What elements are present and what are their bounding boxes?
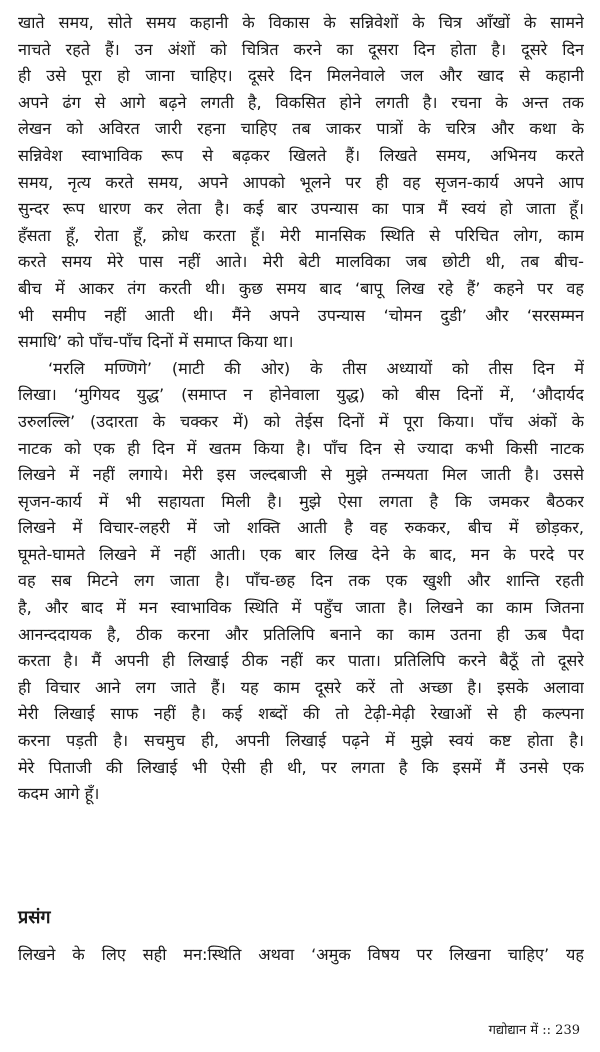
text-line: उरुलल्लि’ (उदारता के चक्कर में) को तेईस दिनों में पूरा किया। पाँच अंकों के bbox=[18, 411, 584, 431]
text-line: सृजन-कार्य में भी सहायता मिली है। मुझे ऐसा लगता है कि जमकर बैठकर bbox=[18, 491, 584, 511]
text-line: लिखने में विचार-लहरी में जो शक्ति आती है वह रुककर, बीच में छोड़कर, bbox=[18, 518, 584, 538]
text-line: बीच में आकर तंग करती थी। कुछ समय बाद ‘बापू लिख रहे हैं’ कहने पर वह bbox=[18, 278, 584, 298]
text-line: लेखन को अविरत जारी रहना चाहिए तब जाकर पात्रों के चरित्र और कथा के bbox=[18, 119, 584, 139]
text-line: अपने ढंग से आगे बढ़ने लगती है, विकसित होने लगती है। रचना के अन्त तक bbox=[18, 92, 584, 112]
closing-line: लिखने के लिए सही मन:स्थिति अथवा ‘अमुक विषय पर लिखना चाहिए’ यह bbox=[18, 945, 584, 964]
page-body bbox=[18, 10, 584, 808]
text-line: नाटक को एक ही दिन में खतम किया है। पाँच दिन से ज्यादा कभी किसी नाटक bbox=[18, 438, 584, 458]
text-line: करते समय मेरे पास नहीं आते। मेरी बेटी मालविका जब छोटी थी, तब बीच- bbox=[18, 252, 584, 272]
paragraph-1 bbox=[18, 10, 584, 356]
text-line: मेरे पिताजी की लिखाई भी ऐसी ही थी, पर लगता है कि इसमें मैं उनसे एक bbox=[18, 757, 584, 777]
page-footer: गद्योद्यान में :: 239 bbox=[488, 1023, 580, 1038]
text-line: वह सब मिटने लग जाता है। पाँच-छह दिन तक एक खुशी और शान्ति रहती bbox=[18, 571, 584, 591]
text-line: ही विचार आने लग जाते हैं। यह काम दूसरे करें तो अच्छा है। इसके अलावा bbox=[18, 677, 584, 697]
section-heading: प्रसंग bbox=[18, 907, 51, 928]
text-line: मेरी लिखाई साफ नहीं है। कई शब्दों की तो टेढ़ी-मेढ़ी रेखाओं से ही कल्पना bbox=[18, 704, 584, 724]
text-line: लिखा। ‘मुगियद युद्ध’ (समाप्त न होनेवाला युद्ध) को बीस दिनों में, ‘औदार्यद bbox=[18, 385, 584, 405]
text-line: समाधि’ को पाँच-पाँच दिनों में समाप्त किया था। bbox=[18, 332, 294, 352]
text-line: समय, नृत्य करते समय, अपने आपको भूलने पर ही वह सृजन-कार्य अपने आप bbox=[18, 172, 584, 192]
text-line: है, और बाद में मन स्वाभाविक स्थिति में पहुँच जाता है। लिखने का काम जितना bbox=[18, 598, 584, 618]
text-line: सन्निवेश स्वाभाविक रूप से बढ़कर खिलते हैं। लिखते समय, अभिनय करते bbox=[18, 145, 584, 165]
text-line: कदम आगे हूँ। bbox=[18, 784, 100, 804]
text-line: करना पड़ती है। सचमुच ही, अपनी लिखाई पढ़ने में मुझे स्वयं कष्ट होता है। bbox=[18, 731, 584, 751]
text-line: सुन्दर रूप धारण कर लेता है। कई बार उपन्यास का पात्र मैं स्वयं हो जाता हूँ। bbox=[18, 199, 584, 219]
paragraph-2 bbox=[18, 356, 584, 808]
text-line: हँसता हूँ, रोता हूँ, क्रोध करता हूँ। मेरी मानसिक स्थिति से परिचित लोग, काम bbox=[18, 225, 584, 245]
text-line: आनन्ददायक है, ठीक करना और प्रतिलिपि बनाने का काम उतना ही ऊब पैदा bbox=[18, 624, 584, 644]
text-line: ही उसे पूरा हो जाना चाहिए। दूसरे दिन मिलनेवाले जल और खाद से कहानी bbox=[18, 66, 584, 86]
text-line: करता है। मैं अपनी ही लिखाई ठीक नहीं कर पाता। प्रतिलिपि करने बैठूँ तो दूसरे bbox=[18, 651, 584, 671]
text-line: घूमते-घामते लिखने में नहीं आती। एक बार लिख देने के बाद, मन के परदे पर bbox=[18, 544, 584, 564]
text-line: खाते समय, सोते समय कहानी के विकास के सन्निवेशों के चित्र आँखों के सामने bbox=[18, 13, 584, 32]
text-line: नाचते रहते हैं। उन अंशों को चित्रित करने का दूसरा दिन होता है। दूसरे दिन bbox=[18, 39, 584, 59]
text-line: भी समीप नहीं आती थी। मैंने अपने उपन्यास ‘चोमन दुडी’ और ‘सरसम्मन bbox=[18, 305, 584, 325]
text-line: ‘मरलि मण्णिगे’ (माटी की ओर) के तीस अध्यायों को तीस दिन में bbox=[48, 358, 584, 378]
text-line: लिखने में नहीं लगाये। मेरी इस जल्दबाजी से मुझे तन्मयता मिल जाती है। उससे bbox=[18, 465, 584, 485]
